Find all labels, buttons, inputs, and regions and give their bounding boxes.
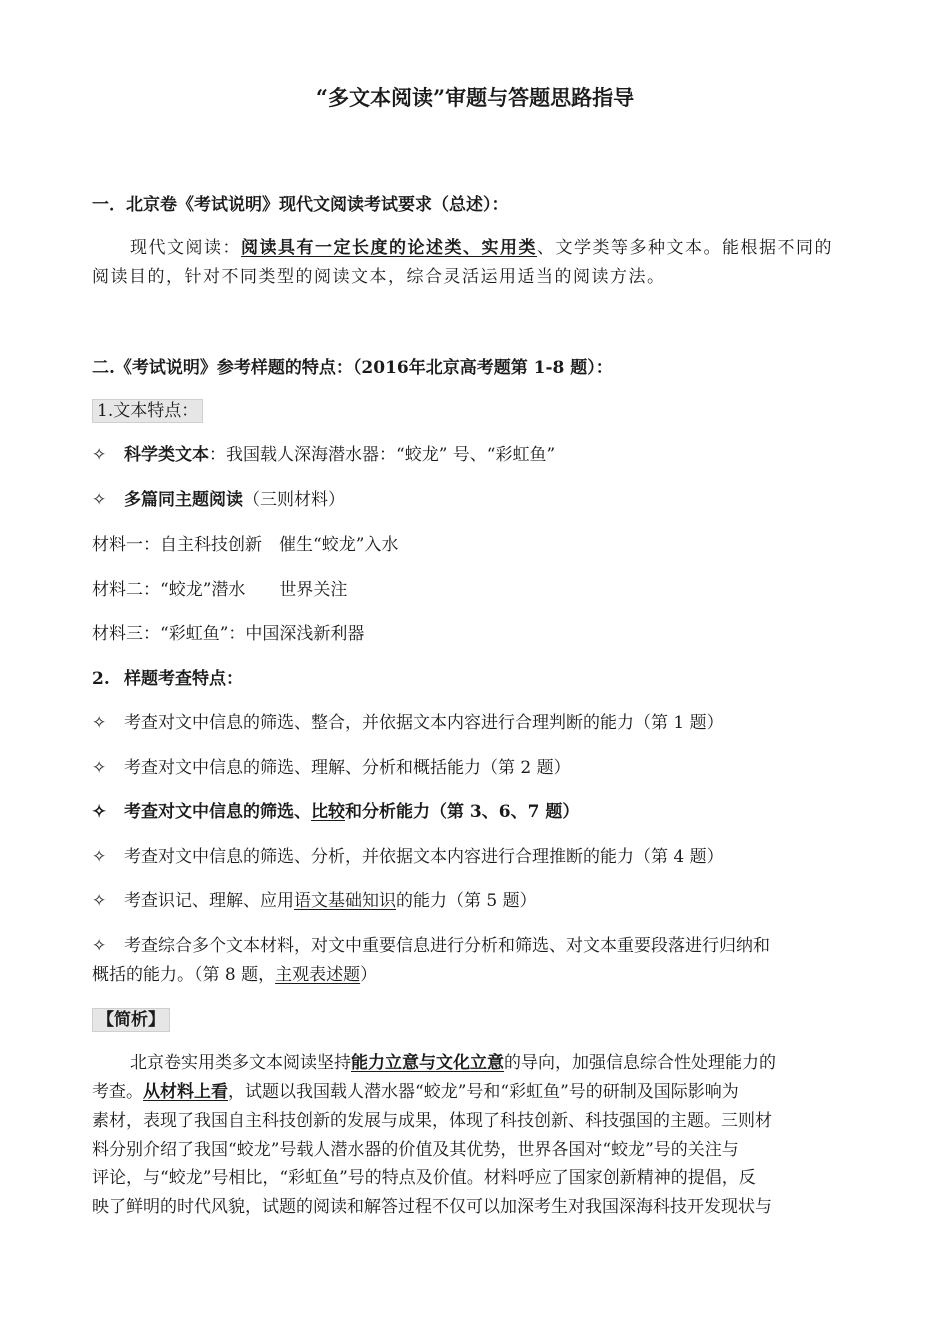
text-features-label: 1.文本特点： [92, 399, 203, 423]
point-2-text: 考查对文中信息的筛选、理解、分析和概括能力（第 2 题） [124, 758, 571, 778]
point-3-text-b: 和分析能力（第 3、6、7 题） [345, 802, 580, 822]
bullet-multi-bold: 多篇同主题阅读 [124, 490, 243, 510]
point-6-line2-a: 概括的能力。（第 8 题， [92, 965, 276, 985]
point-3-underlined: 比较 [311, 802, 345, 822]
section1-emphasis: 阅读具有一定长度的论述类、实用类 [241, 238, 537, 258]
material-two: 材料二：“蛟龙”潜水 世界关注 [92, 580, 348, 600]
diamond-bullet-icon: ✧ [92, 713, 107, 733]
analysis-label-row [92, 1005, 170, 1030]
diamond-bullet-icon: ✧ [92, 847, 107, 867]
text-features-label-row [92, 396, 203, 421]
section1-paragraph-line2: 阅读目的，针对不同类型的阅读文本，综合灵活运用适当的阅读方法。 [92, 267, 666, 287]
bullet-science-text [92, 440, 555, 465]
point-2 [92, 753, 571, 778]
analysis-l1-emphasis: 能力立意与文化立意 [351, 1053, 504, 1073]
bullet-science-bold: 科学类文本 [124, 445, 209, 465]
diamond-bullet-icon: ✧ [92, 891, 107, 911]
point-1 [92, 708, 724, 733]
point-6-line2 [92, 960, 377, 985]
material-three: 材料三：“彩虹鱼”：中国深浅新利器 [92, 624, 365, 644]
point-5-text-a: 考查识记、理解、应用 [124, 891, 294, 911]
section1-line1-rest: 、文学类等多种文本。能根据不同的 [537, 238, 833, 258]
point-1-text: 考查对文中信息的筛选、整合，并依据文本内容进行合理判断的能力（第 1 题） [124, 713, 724, 733]
analysis-l1-a: 北京卷实用类多文本阅读坚持 [130, 1053, 351, 1073]
sample-features-heading [92, 664, 243, 689]
section2-heading: 二.《考试说明》参考样题的特点：（2016年北京高考题第 1-8 题）： [92, 358, 613, 378]
analysis-line4: 料分别介绍了我国“蛟龙”号载人潜水器的价值及其优势，世界各国对“蛟龙”号的关注与 [92, 1140, 739, 1160]
point-5-text-b: 的能力（第 5 题） [396, 891, 537, 911]
analysis-label: 【简析】 [92, 1008, 170, 1032]
sample-features-label: 样题考查特点： [124, 669, 243, 689]
document-title: “多文本阅读”审题与答题思路指导 [315, 85, 635, 110]
point-6-line2-b: ） [360, 965, 378, 985]
diamond-bullet-icon: ✧ [92, 936, 107, 956]
diamond-bullet-icon: ✧ [92, 445, 107, 465]
material-one: 材料一：自主科技创新 催生“蛟龙”入水 [92, 535, 399, 555]
diamond-bullet-icon: ✧ [92, 802, 107, 822]
analysis-l2-emphasis: 从材料上看 [143, 1082, 228, 1102]
section1-paragraph-line1 [130, 233, 833, 258]
point-4-text: 考查对文中信息的筛选、分析，并依据文本内容进行合理推断的能力（第 4 题） [124, 847, 724, 867]
point-3 [92, 797, 579, 822]
bullet-science-rest: ：我国载人深海潜水器：“蛟龙” 号、“彩虹鱼” [209, 445, 556, 465]
analysis-line3: 素材，表现了我国自主科技创新的发展与成果，体现了科技创新、科技强国的主题。三则材 [92, 1111, 772, 1131]
bullet-multi-rest: （三则材料） [243, 490, 345, 510]
point-5 [92, 886, 537, 911]
point-4 [92, 842, 724, 867]
analysis-l1-b: 的导向，加强信息综合性处理能力的 [504, 1053, 776, 1073]
diamond-bullet-icon: ✧ [92, 490, 107, 510]
analysis-line2 [92, 1077, 739, 1102]
analysis-l2-b: ，试题以我国载人潜水器“蛟龙”号和“彩虹鱼”号的研制及国际影响为 [228, 1082, 739, 1102]
section1-heading: 一．北京卷《考试说明》现代文阅读考试要求（总述）： [92, 195, 509, 215]
analysis-line1 [130, 1048, 776, 1073]
point-3-text-a: 考查对文中信息的筛选、 [124, 802, 311, 822]
point-6-line1-text: 考查综合多个文本材料，对文中重要信息进行分析和筛选、对文本重要段落进行归纳和 [124, 936, 770, 956]
analysis-line6: 映了鲜明的时代风貌，试题的阅读和解答过程不仅可以加深考生对我国深海科技开发现状与 [92, 1197, 772, 1217]
point-5-underlined: 语文基础知识 [294, 891, 396, 911]
diamond-bullet-icon: ✧ [92, 758, 107, 778]
bullet-multi-text [92, 485, 345, 510]
point-6-line1 [92, 931, 770, 956]
section1-prefix: 现代文阅读： [130, 238, 241, 258]
sample-features-number: 2. [92, 669, 110, 689]
point-6-underlined: 主观表述题 [275, 965, 361, 985]
analysis-line5: 评论，与“蛟龙”号相比，“彩虹鱼”号的特点及价值。材料呼应了国家创新精神的提倡，反 [92, 1168, 756, 1188]
analysis-l2-a: 考查。 [92, 1082, 143, 1102]
